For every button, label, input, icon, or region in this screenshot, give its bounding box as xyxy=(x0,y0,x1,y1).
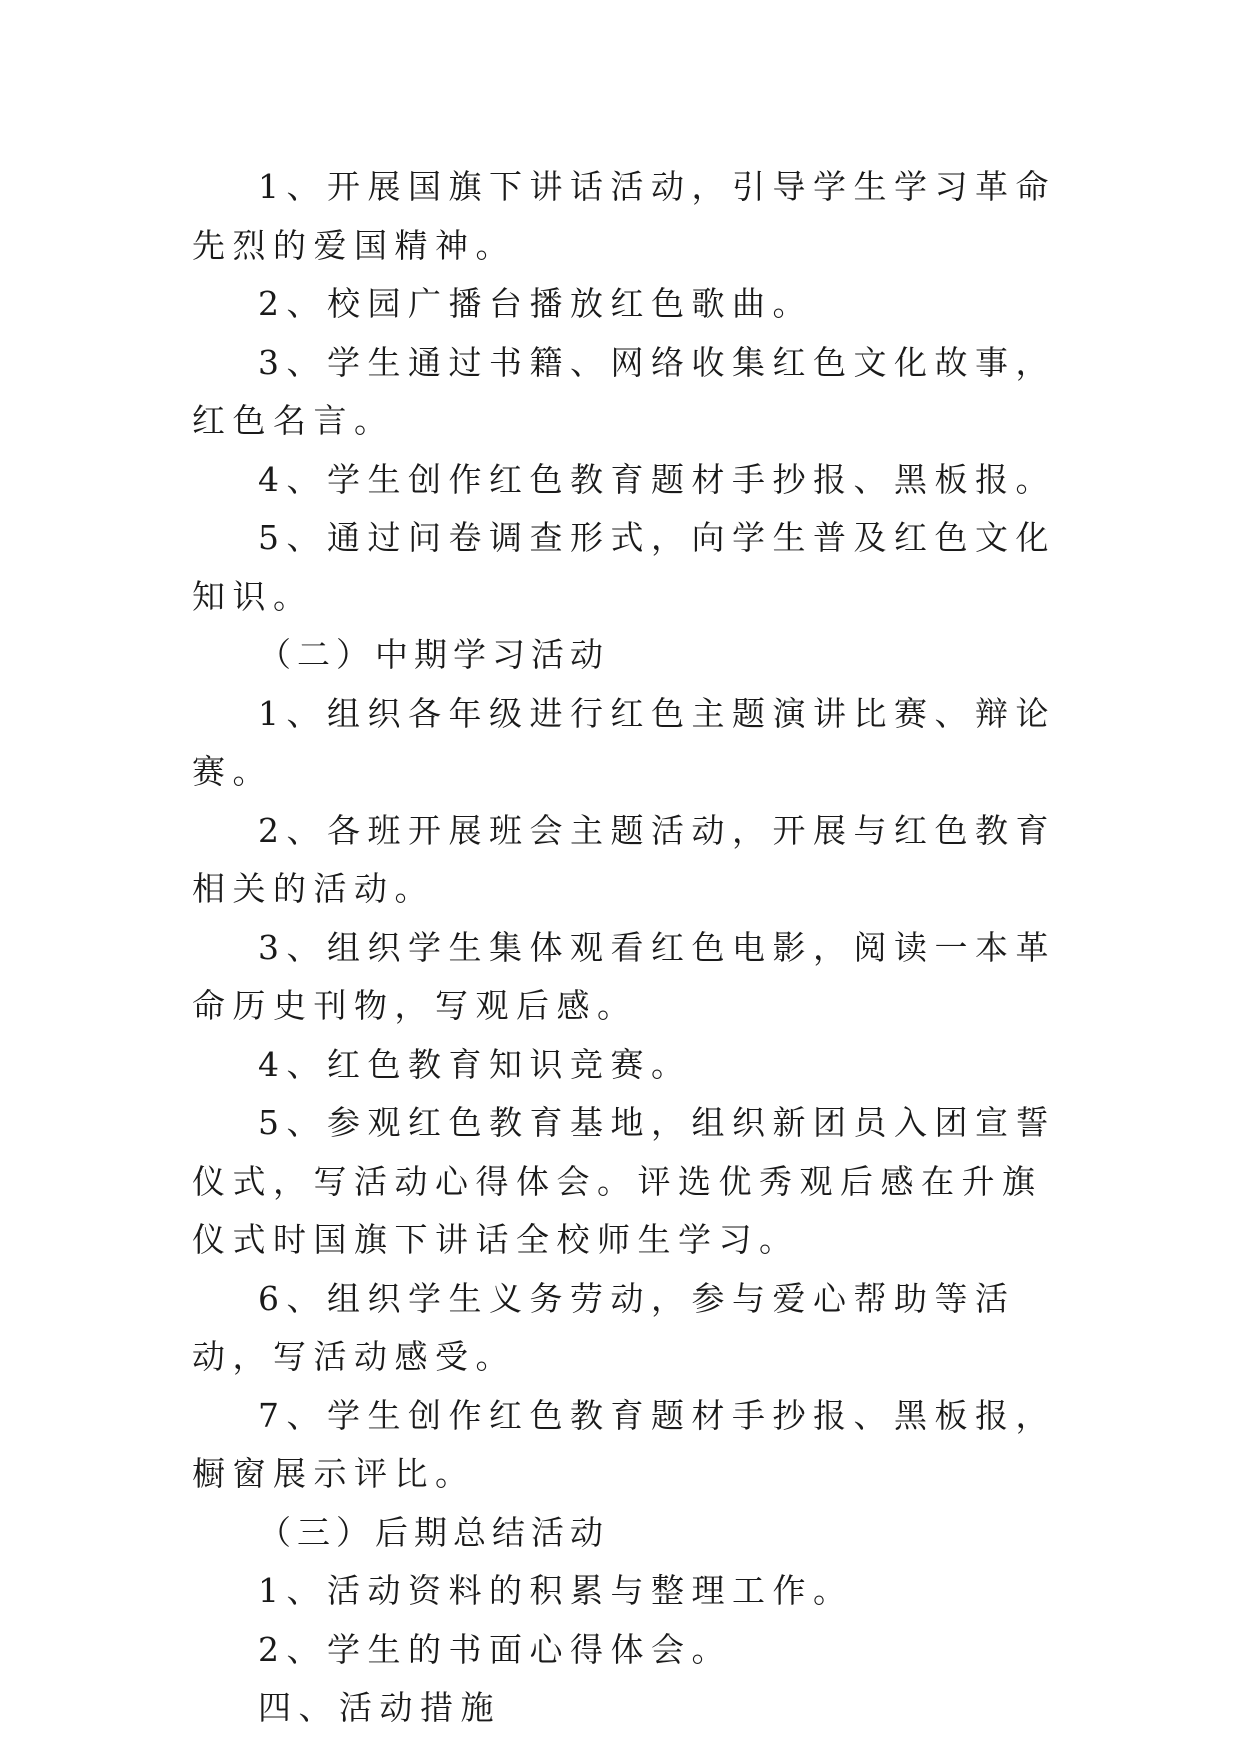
paragraph-early-item-1: 1、开展国旗下讲话活动，引导学生学习革命先烈的爱国精神。 xyxy=(192,167,1056,265)
paragraph-late-item-1: 1、活动资料的积累与整理工作。 xyxy=(258,1571,854,1610)
paragraph-middle-item-1: 1、组织各年级进行红色主题演讲比赛、辩论赛。 xyxy=(192,693,1056,791)
paragraph-early-item-3: 3、学生通过书籍、网络收集红色文化故事，红色名言。 xyxy=(192,342,1056,440)
paragraph-middle-item-7: 7、学生创作红色教育题材手抄报、黑板报，橱窗展示评比。 xyxy=(192,1395,1056,1493)
paragraph-middle-item-6: 6、组织学生义务劳动，参与爱心帮助等活动，写活动感受。 xyxy=(192,1278,1016,1376)
paragraph-early-item-2: 2、校园广播台播放红色歌曲。 xyxy=(258,284,813,323)
paragraph-early-item-5: 5、通过问卷调查形式，向学生普及红色文化知识。 xyxy=(192,518,1056,616)
paragraph-late-item-2: 2、学生的书面心得体会。 xyxy=(258,1629,732,1669)
section-heading-measures: 四、活动措施 xyxy=(258,1688,501,1727)
document-body xyxy=(192,158,1072,1738)
section-heading-middle: （二）中期学习活动 xyxy=(258,635,609,674)
paragraph-middle-item-5: 5、参观红色教育基地，组织新团员入团宣誓仪式，写活动心得体会。评选优秀观后感在升旗仪式时国旗下讲话全校师生学习。 xyxy=(192,1103,1056,1259)
section-heading-late: （三）后期总结活动 xyxy=(258,1512,609,1552)
paragraph-middle-item-4: 4、红色教育知识竞赛。 xyxy=(258,1044,692,1084)
paragraph-middle-item-3: 3、组织学生集体观看红色电影，阅读一本革命历史刊物，写观后感。 xyxy=(192,927,1056,1025)
paragraph-early-item-4: 4、学生创作红色教育题材手抄报、黑板报。 xyxy=(258,459,1056,499)
paragraph-middle-item-2: 2、各班开展班会主题活动，开展与红色教育相关的活动。 xyxy=(192,810,1056,908)
